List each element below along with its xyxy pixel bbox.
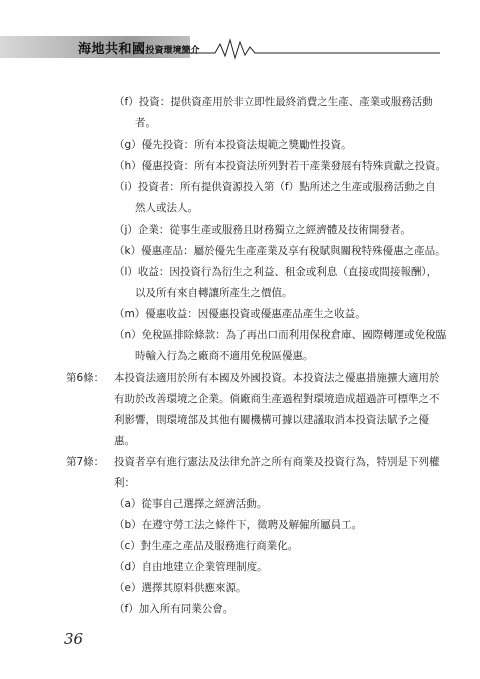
page-header [0, 36, 480, 60]
article6-line2: 有助於改善環境之企業。倘廠商生產過程對環境造成超過許可標準之不 [114, 393, 440, 405]
article7-item-d: （d）自由地建立企業管理制度。 [114, 561, 268, 573]
article7-item-f: （f）加入所有同業公會。 [114, 603, 234, 615]
article7-line2: 利： [114, 477, 135, 489]
item-g: （g）優先投資：所有本投資法規範之獎勵性投資。 [114, 139, 352, 151]
article6-label: 第6條： [66, 372, 105, 384]
item-f-line1: （f）投資：提供資產用於非立即性最終消費之生產、產業或服務活動 [114, 96, 433, 108]
header-title-main: 海地共和國 [78, 42, 146, 57]
item-h: （h）優惠投資：所有本投資法所列對若干產業發展有特殊貢獻之投資。 [114, 160, 447, 172]
article7-line1: 投資者享有進行憲法及法律允許之所有商業及投資行為，特別是下列權 [114, 456, 440, 468]
article6-line4: 惠。 [114, 435, 135, 447]
article7-item-a: （a）從事自己選擇之經濟活動。 [114, 498, 268, 510]
header-heartbeat-line [180, 36, 480, 60]
item-k: （k）優惠產品：屬於優先生產產業及享有稅賦與關稅特殊優惠之產品。 [114, 245, 446, 257]
item-l-line1: （l）收益：因投資行為衍生之利益、租金或利息（直接或間接報酬）， [114, 266, 438, 278]
article6-line1: 本投資法適用於所有本國及外國投資。本投資法之優惠措施擴大適用於 [114, 372, 440, 384]
header-title-sub: 投資環境簡介 [145, 46, 200, 56]
article7-label: 第7條： [66, 456, 105, 468]
item-i-line2: 然人或法人。 [135, 202, 198, 214]
page-number: 36 [64, 630, 84, 648]
item-f-line2: 者。 [135, 117, 156, 129]
item-j: （j）企業：從事生產或服務且財務獨立之經濟體及技術開發者。 [114, 224, 411, 236]
article6-line3: 利影響，則環境部及其他有關機構可據以建議取消本投資法賦予之優 [114, 414, 429, 426]
item-l-line2: 以及所有來自轉讓所產生之價值。 [135, 287, 293, 299]
item-n-line2: 時輸入行為之廠商不適用免稅區優惠。 [135, 350, 314, 362]
item-m: （m）優惠收益：因優惠投資或優惠產品產生之收益。 [114, 308, 366, 320]
item-n-line1: （n）免稅區排除條款：為了再出口而利用保稅倉庫、國際轉運或免稅臨 [114, 329, 447, 341]
item-i-line1: （i）投資者：所有提供資源投入第（f）點所述之生產或服務活動之自 [114, 181, 436, 193]
article7-item-e: （e）選擇其原料供應來源。 [114, 582, 247, 594]
article7-item-b: （b）在遵守勞工法之條件下，徵聘及解僱所屬員工。 [114, 519, 363, 531]
article7-item-c: （c）對生產之產品及服務進行商業化。 [114, 540, 299, 552]
